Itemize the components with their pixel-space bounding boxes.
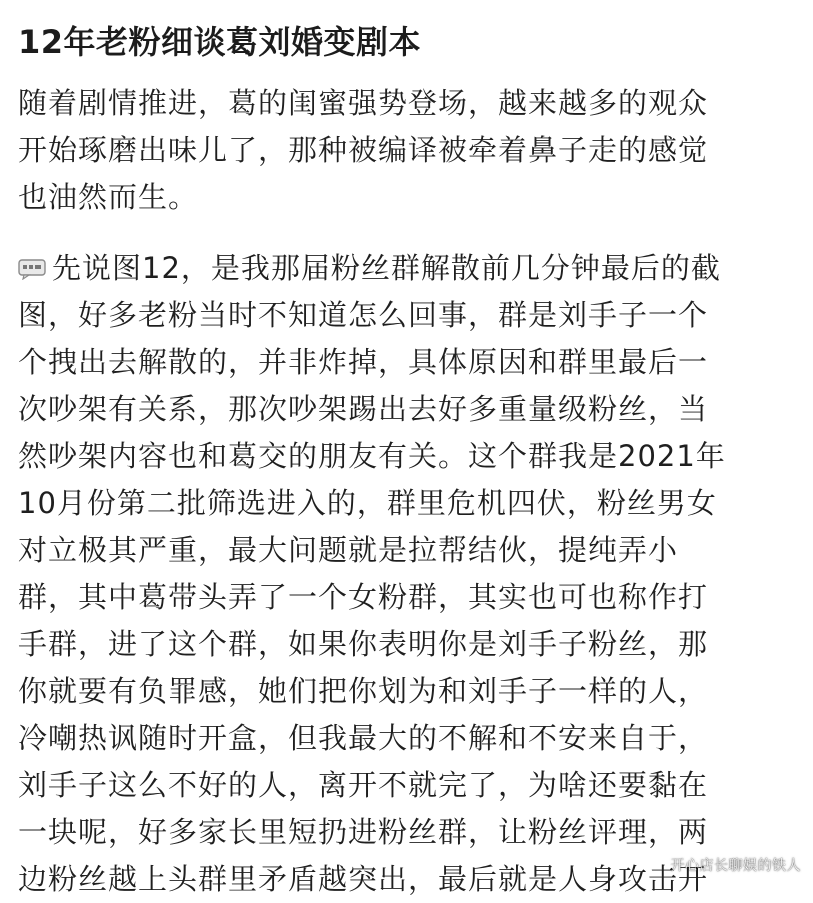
body-paragraph [18, 245, 798, 903]
body-line: 次吵架有关系，那次吵架踢出去好多重量级粉丝，当 [18, 392, 709, 426]
body-line: 你就要有负罪感，她们把你划为和刘手子一样的人， [18, 674, 709, 708]
intro-line: 也油然而生。 [18, 180, 199, 214]
article [18, 0, 798, 903]
body-line: 手群，进了这个群，如果你表明你是刘手子粉丝，那 [18, 627, 709, 661]
watermark: 开心店长聊娱的铁人 [670, 858, 801, 874]
body-line: 冷嘲热讽随时开盒，但我最大的不解和不安来自于， [18, 721, 709, 755]
body-line: 对立极其严重，最大问题就是拉帮结伙，提纯弄小 [18, 533, 679, 567]
body-line: 一块呢，好多家长里短扔进粉丝群，让粉丝评理，两 [18, 815, 709, 849]
body-line: 然吵架内容也和葛交的朋友有关。这个群我是2021年 [18, 439, 726, 473]
body-line: 群，其中葛带头弄了一个女粉群，其实也可也称作打 [18, 580, 709, 614]
body-line: 个拽出去解散的，并非炸掉，具体原因和群里最后一 [18, 345, 709, 379]
body-line-text: 先说图12，是我那届粉丝群解散前几分钟最后的截 [52, 251, 721, 285]
body-line: 边粉丝越上头群里矛盾越突出，最后就是人身攻击开 [18, 862, 709, 896]
body-line: 刘手子这么不好的人，离开不就完了，为啥还要黏在 [18, 768, 709, 802]
body-line [18, 245, 798, 292]
body-line: 图，好多老粉当时不知道怎么回事，群是刘手子一个 [18, 298, 709, 332]
article-title: 12年老粉细谈葛刘婚变剧本 [18, 23, 422, 61]
intro-paragraph [18, 80, 798, 221]
intro-line: 开始琢磨出味儿了，那种被编译被牵着鼻子走的感觉 [18, 133, 709, 167]
intro-line: 随着剧情推进，葛的闺蜜强势登场，越来越多的观众 [18, 86, 709, 120]
speech-bubble-icon [18, 247, 46, 269]
body-line: 10月份第二批筛选进入的，群里危机四伏，粉丝男女 [18, 486, 717, 520]
